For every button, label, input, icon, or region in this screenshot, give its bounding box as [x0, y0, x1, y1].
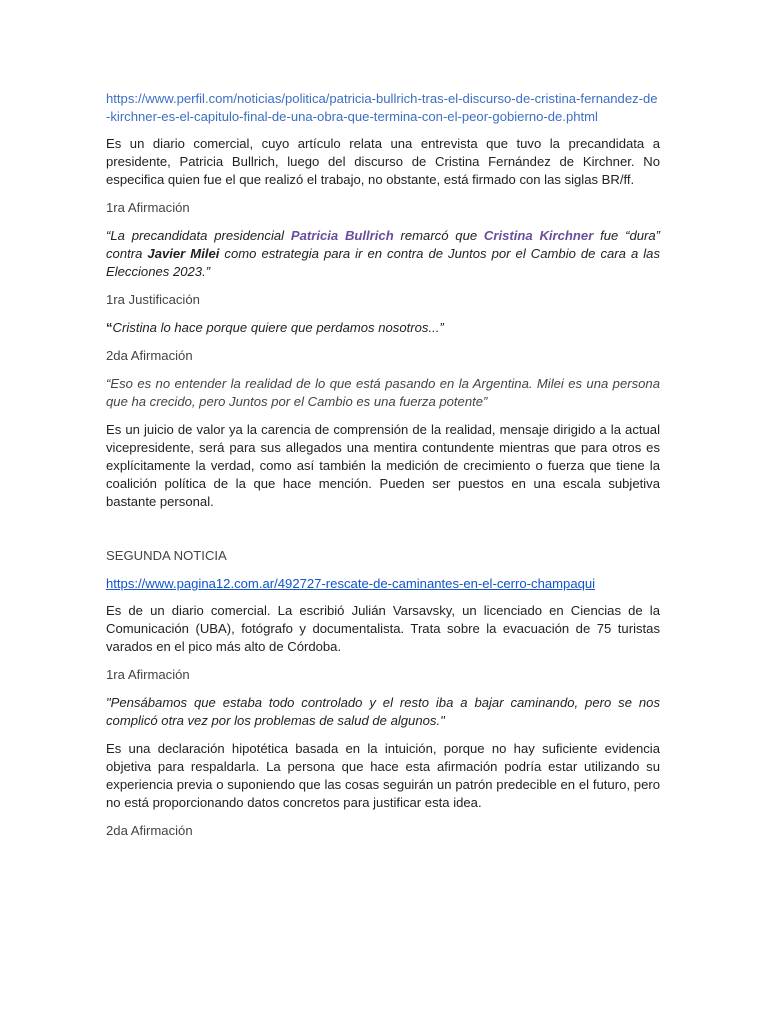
article-link-pagina12[interactable]: https://www.pagina12.com.ar/492727-rescate-de-caminantes-en-el-cerro-champaqui: [106, 576, 596, 591]
quote-1-part-4: como estrategia para ir en contra de Juntos por el Cambio de cara a las Elecciones 2023.”: [106, 246, 660, 279]
article-link-perfil[interactable]: https://www.perfil.com/noticias/politica/patricia-bullrich-tras-el-discurso-de-cristina-fernandez-de-kirchner-es-el-capitulo-final-de-una-obra-que-termina-con-el-peor-gobierno-de.phtml: [106, 91, 658, 124]
name-patricia-bullrich: Patricia Bullrich: [290, 228, 394, 243]
heading-primera-justificacion: 1ra Justificación: [106, 292, 200, 307]
quote-1-part-2: remarcó que: [393, 228, 484, 243]
heading-segunda-afirmacion: 2da Afirmación: [106, 348, 193, 363]
analysis-paragraph-3: Es una declaración hipotética basada en la intuición, porque no hay suficiente evidencia objetiva para respaldarla. La persona que hace esta afirmación podría estar utilizando su experiencia previa o suponiendo que las cosas seguirán un patrón predecible en el futuro, pero no está proporcionando datos concretos para justificar esta idea.: [106, 741, 660, 810]
heading-segunda-afirmacion-2: 2da Afirmación: [106, 823, 193, 838]
quote-1-part-1: “La precandidata presidencial: [106, 228, 291, 243]
intro-paragraph-2: Es de un diario comercial. La escribió Julián Varsavsky, un licenciado en Ciencias de la Comunicación (UBA), fotógrafo y documentalista. Trata sobre la evacuación de 75 turistas varados en el pico más alto de Córdoba.: [106, 603, 660, 654]
name-javier-milei: Javier Milei: [147, 246, 220, 261]
name-cristina-kirchner: Cristina Kirchner: [483, 228, 594, 243]
quote-1-part-3: fue “dura” contra: [106, 228, 661, 261]
section-spacer: [106, 521, 660, 547]
justification-quote: [106, 319, 660, 337]
heading-primera-afirmacion: 1ra Afirmación: [106, 200, 190, 215]
document-body: [106, 90, 660, 850]
quote-2: “Eso es no entender la realidad de lo que está pasando en la Argentina. Milei es una persona que ha crecido, pero Juntos por el Cambio es una fuerza potente”: [106, 376, 660, 409]
heading-primera-afirmacion-2: 1ra Afirmación: [106, 667, 190, 682]
heading-segunda-noticia: SEGUNDA NOTICIA: [106, 548, 227, 563]
quote-3: "Pensábamos que estaba todo controlado y el resto iba a bajar caminando, pero se nos complicó otra vez por los problemas de salud de algunos.": [106, 695, 660, 728]
justification-open-quote: “: [106, 320, 113, 335]
intro-paragraph-1: Es un diario comercial, cuyo artículo relata una entrevista que tuvo la precandidata a presidente, Patricia Bullrich, luego del discurso de Cristina Fernández de Kirchner. No especifica quien fue el que realizó el trabajo, no obstante, está firmado con las siglas BR/ff.: [106, 136, 660, 187]
analysis-paragraph-2: Es un juicio de valor ya la carencia de comprensión de la realidad, mensaje dirigido a la actual vicepresidente, será para sus allegados una mentira contundente mientras que para otros es explícitamente la verdad, como así también la medición de crecimiento o fuerza que tiene la coalición política de la que hace mención. Pueden ser puestos en una escala subjetiva bastante personal.: [106, 422, 660, 509]
justification-text: Cristina lo hace porque quiere que perdamos nosotros...”: [112, 320, 444, 335]
quote-1: [106, 227, 660, 281]
